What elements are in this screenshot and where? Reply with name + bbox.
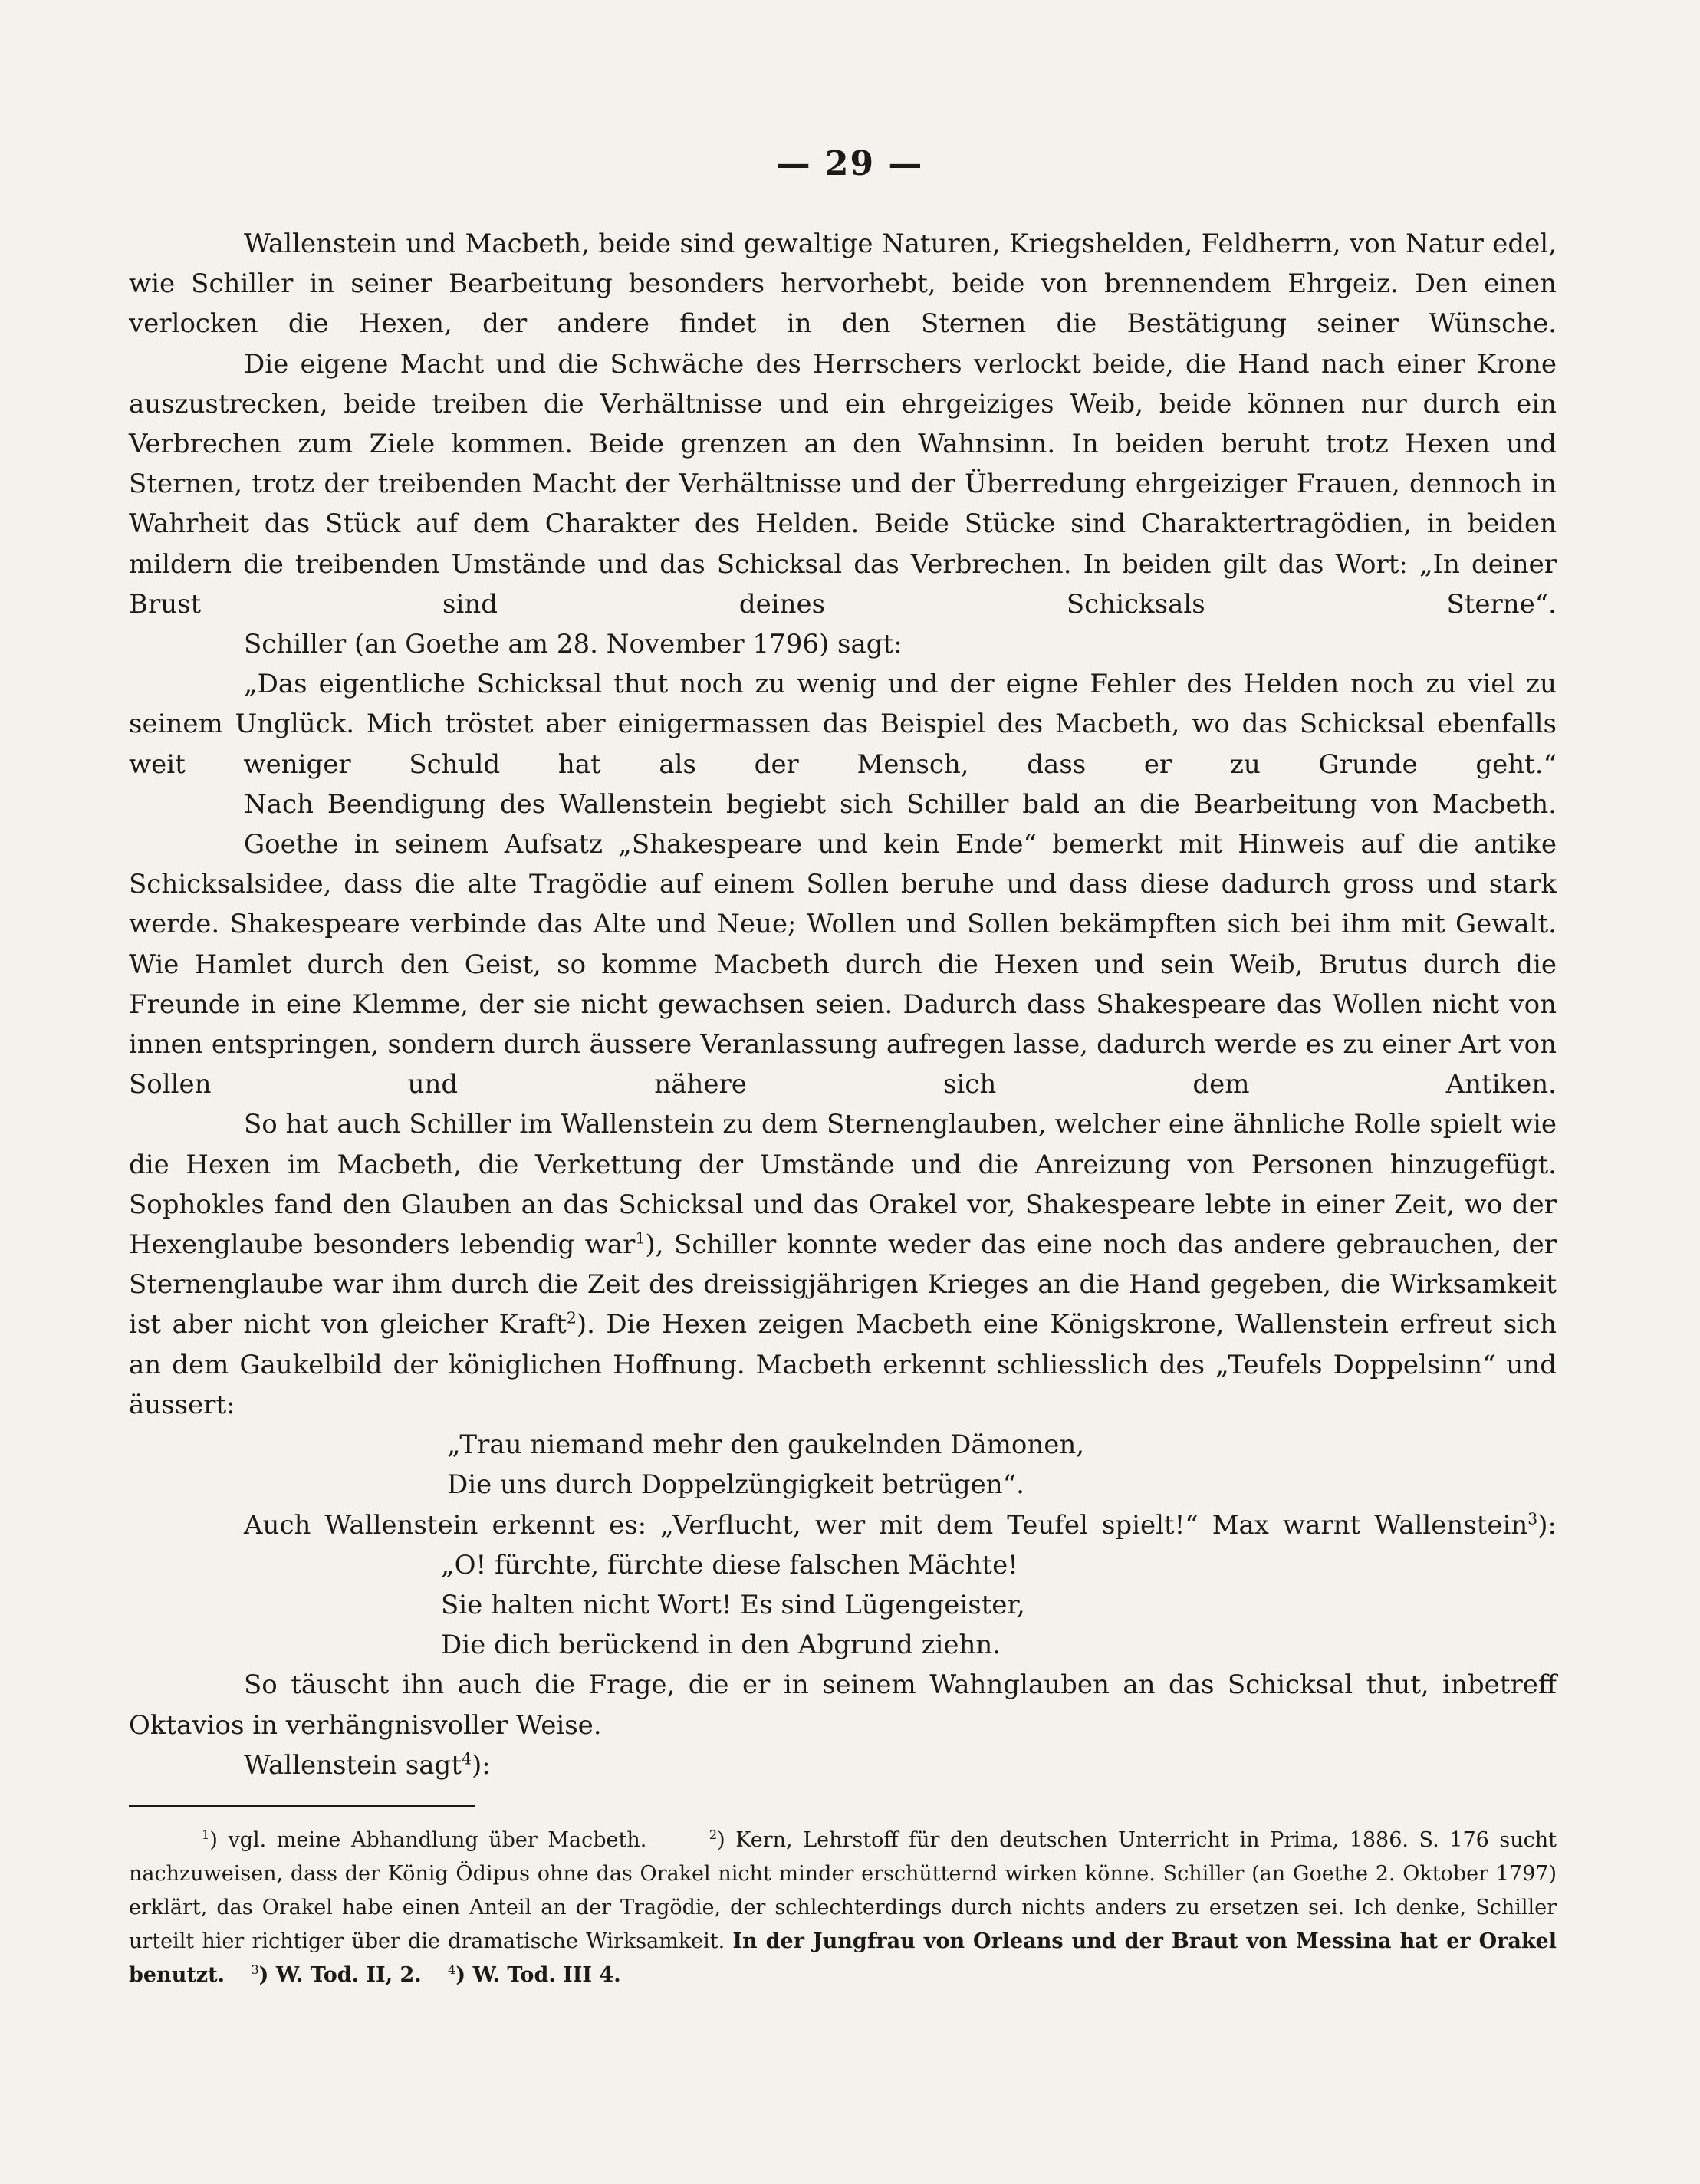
footnote-3: ) W. Tod. II, 2. (258, 1963, 422, 1987)
footnotes-block (129, 1824, 1557, 1992)
verse-line: Die uns durch Doppelzüngigkeit betrügen“. (447, 1469, 1024, 1501)
paragraph-10-tail: ): (471, 1749, 491, 1781)
verse-line: „Trau niemand mehr den gaukelnden Dämonen, (447, 1429, 1085, 1461)
paragraph-7-part-c: ). Die Hexen zeigen Macbeth eine Königskrone, Wallenstein erfreut sich an dem Gaukelbild der königlichen Hoffnung. Macbeth erkennt schliesslich des „Teufels Doppelsinn“ und äussert: (129, 1309, 1557, 1420)
paragraph-8 (129, 1505, 1557, 1545)
page-number: — 29 — (776, 144, 924, 183)
verse-line: Die dich berückend in den Abgrund ziehn. (441, 1630, 1001, 1661)
verse-quote-2 (441, 1545, 1557, 1666)
verse-line: „O! fürchte, fürchte diese falschen Mächte! (441, 1549, 1018, 1580)
footnote-4: ) W. Tod. III 4. (455, 1963, 621, 1987)
footnote-ref-2: 2 (566, 1309, 577, 1328)
footnote-2: ) Kern, Lehrstoff für den deutschen Unterricht in Prima, 1886. S. 176 sucht nachzuweisen, dass der König Ödipus ohne das Orakel nicht minder erschütternd wirken könne. Schiller (an Goethe 2. Oktober 1797) erklärt, das Orakel habe einen Anteil an der Tragödie, der schlechterdings durch nichts anders zu ersetzen sei. Ich denke, Schiller urteilt hier richtiger über die dramatische Wirksamkeit. (129, 1828, 1557, 1953)
footnote-ref-4: 4 (462, 1749, 472, 1768)
footnote-divider (129, 1805, 475, 1807)
paragraph-8-tail: ): (1537, 1509, 1557, 1541)
paragraph-6: Goethe in seinem Aufsatz „Shakespeare und kein Ende“ bemerkt mit Hinweis auf die antike Schicksalsidee, dass die alte Tragödie auf einem Sollen beruhe und dass diese dadurch gross und stark werde. Shakespeare verbinde das Alte und Neue; Wollen und Sollen bekämpften sich bei ihm mit Gewalt. Wie Hamlet durch den Geist, so komme Macbeth durch die Hexen und sein Weib, Brutus durch die Freunde in eine Klemme, der sie nicht gewachsen seien. Dadurch dass Shakespeare das Wollen nicht von innen entspringen, sondern durch äussere Veranlassung aufregen lasse, dadurch werde es zu einer Art von Sollen und nähere sich dem Antiken. (129, 829, 1557, 1100)
footnote-ref-3: 3 (1527, 1509, 1538, 1528)
footnote-mark-2: 2 (709, 1827, 718, 1842)
footnote-mark-3: 3 (251, 1962, 259, 1977)
paragraph-5: Nach Beendigung des Wallenstein begiebt sich Schiller bald an die Bearbeitung von Macbeth. (244, 788, 1557, 820)
body-text (129, 224, 1557, 1785)
footnote-1: ) vgl. meine Abhandlung über Macbeth. (209, 1828, 647, 1852)
paragraph-7 (129, 1104, 1557, 1425)
paragraph-8-text: Auch Wallenstein erkennt es: „Verflucht, wer mit dem Teufel spielt!“ Max warnt Wallenstein (244, 1509, 1528, 1541)
paragraph-10 (129, 1745, 1557, 1785)
footnotes (129, 1824, 1557, 1992)
paragraph-2: Die eigene Macht und die Schwäche des Herrschers verlockt beide, die Hand nach einer Krone auszustrecken, beide treiben die Verhältnisse und ein ehrgeiziges Weib, beide können nur durch ein Verbrechen zum Ziele kommen. Beide grenzen an den Wahnsinn. In beiden beruht trotz Hexen und Sternen, trotz der treibenden Macht der Verhältnisse und der Überredung ehrgeiziger Frauen, dennoch in Wahrheit das Stück auf dem Charakter des Helden. Beide Stücke sind Charaktertragödien, in beiden mildern die treibenden Umstände und das Schicksal das Verbrechen. In beiden gilt das Wort: „In deiner Brust sind deines Schicksals Sterne“. (129, 348, 1557, 620)
paragraph-1: Wallenstein und Macbeth, beide sind gewaltige Naturen, Kriegshelden, Feldherrn, von Natur edel, wie Schiller in seiner Bearbeitung besonders hervorhebt, beide von brennendem Ehrgeiz. Den einen verlocken die Hexen, der andere findet in den Sternen die Bestätigung seiner Wünsche. (129, 229, 1557, 340)
paragraph-4-quote: „Das eigentliche Schicksal thut noch zu wenig und der eigne Fehler des Helden noch zu viel zu seinem Unglück. Mich tröstet aber einigermassen das Beispiel des Macbeth, wo das Schicksal ebenfalls weit weniger Schuld hat als der Mensch, dass er zu Grunde geht.“ (129, 669, 1557, 780)
paragraph-3: Schiller (an Goethe am 28. November 1796) sagt: (244, 629, 903, 660)
paragraph-7-part-a: So hat auch Schiller im Wallenstein zu dem Sternenglauben, welcher eine ähnliche Rolle spielt wie die Hexen im Macbeth, die Verkettung der Umstände und die Anreizung von Personen hinzugefügt. Sophokles fand den Glauben an das Schicksal und das Orakel vor, Shakespeare lebte in einer Zeit, wo der Hexenglaube besonders lebendig war (129, 1109, 1557, 1261)
footnote-mark-1: 1 (202, 1827, 210, 1842)
footnote-mark-4: 4 (448, 1962, 456, 1977)
paragraph-7-part-b: ), Schiller konnte weder das eine noch das andere gebrauchen, der Sternenglaube war ihm durch die Zeit des dreissigjährigen Krieges an die Hand gegeben, die Wirksamkeit ist aber nicht von gleicher Kraft (129, 1229, 1557, 1340)
verse-line: Sie halten nicht Wort! Es sind Lügengeister, (441, 1589, 1025, 1620)
footnote-ref-1: 1 (635, 1228, 646, 1248)
verse-quote-1 (447, 1425, 1557, 1505)
paragraph-9: So täuscht ihn auch die Frage, die er in seinem Wahnglauben an das Schicksal thut, inbetreff Oktavios in verhängnisvoller Weise. (129, 1669, 1557, 1741)
paragraph-10-text: Wallenstein sagt (244, 1749, 462, 1781)
footnote-2-bold: In der Jungfrau von Orleans und der Braut von Messina hat er Orakel benutzt. (129, 1929, 1557, 1987)
